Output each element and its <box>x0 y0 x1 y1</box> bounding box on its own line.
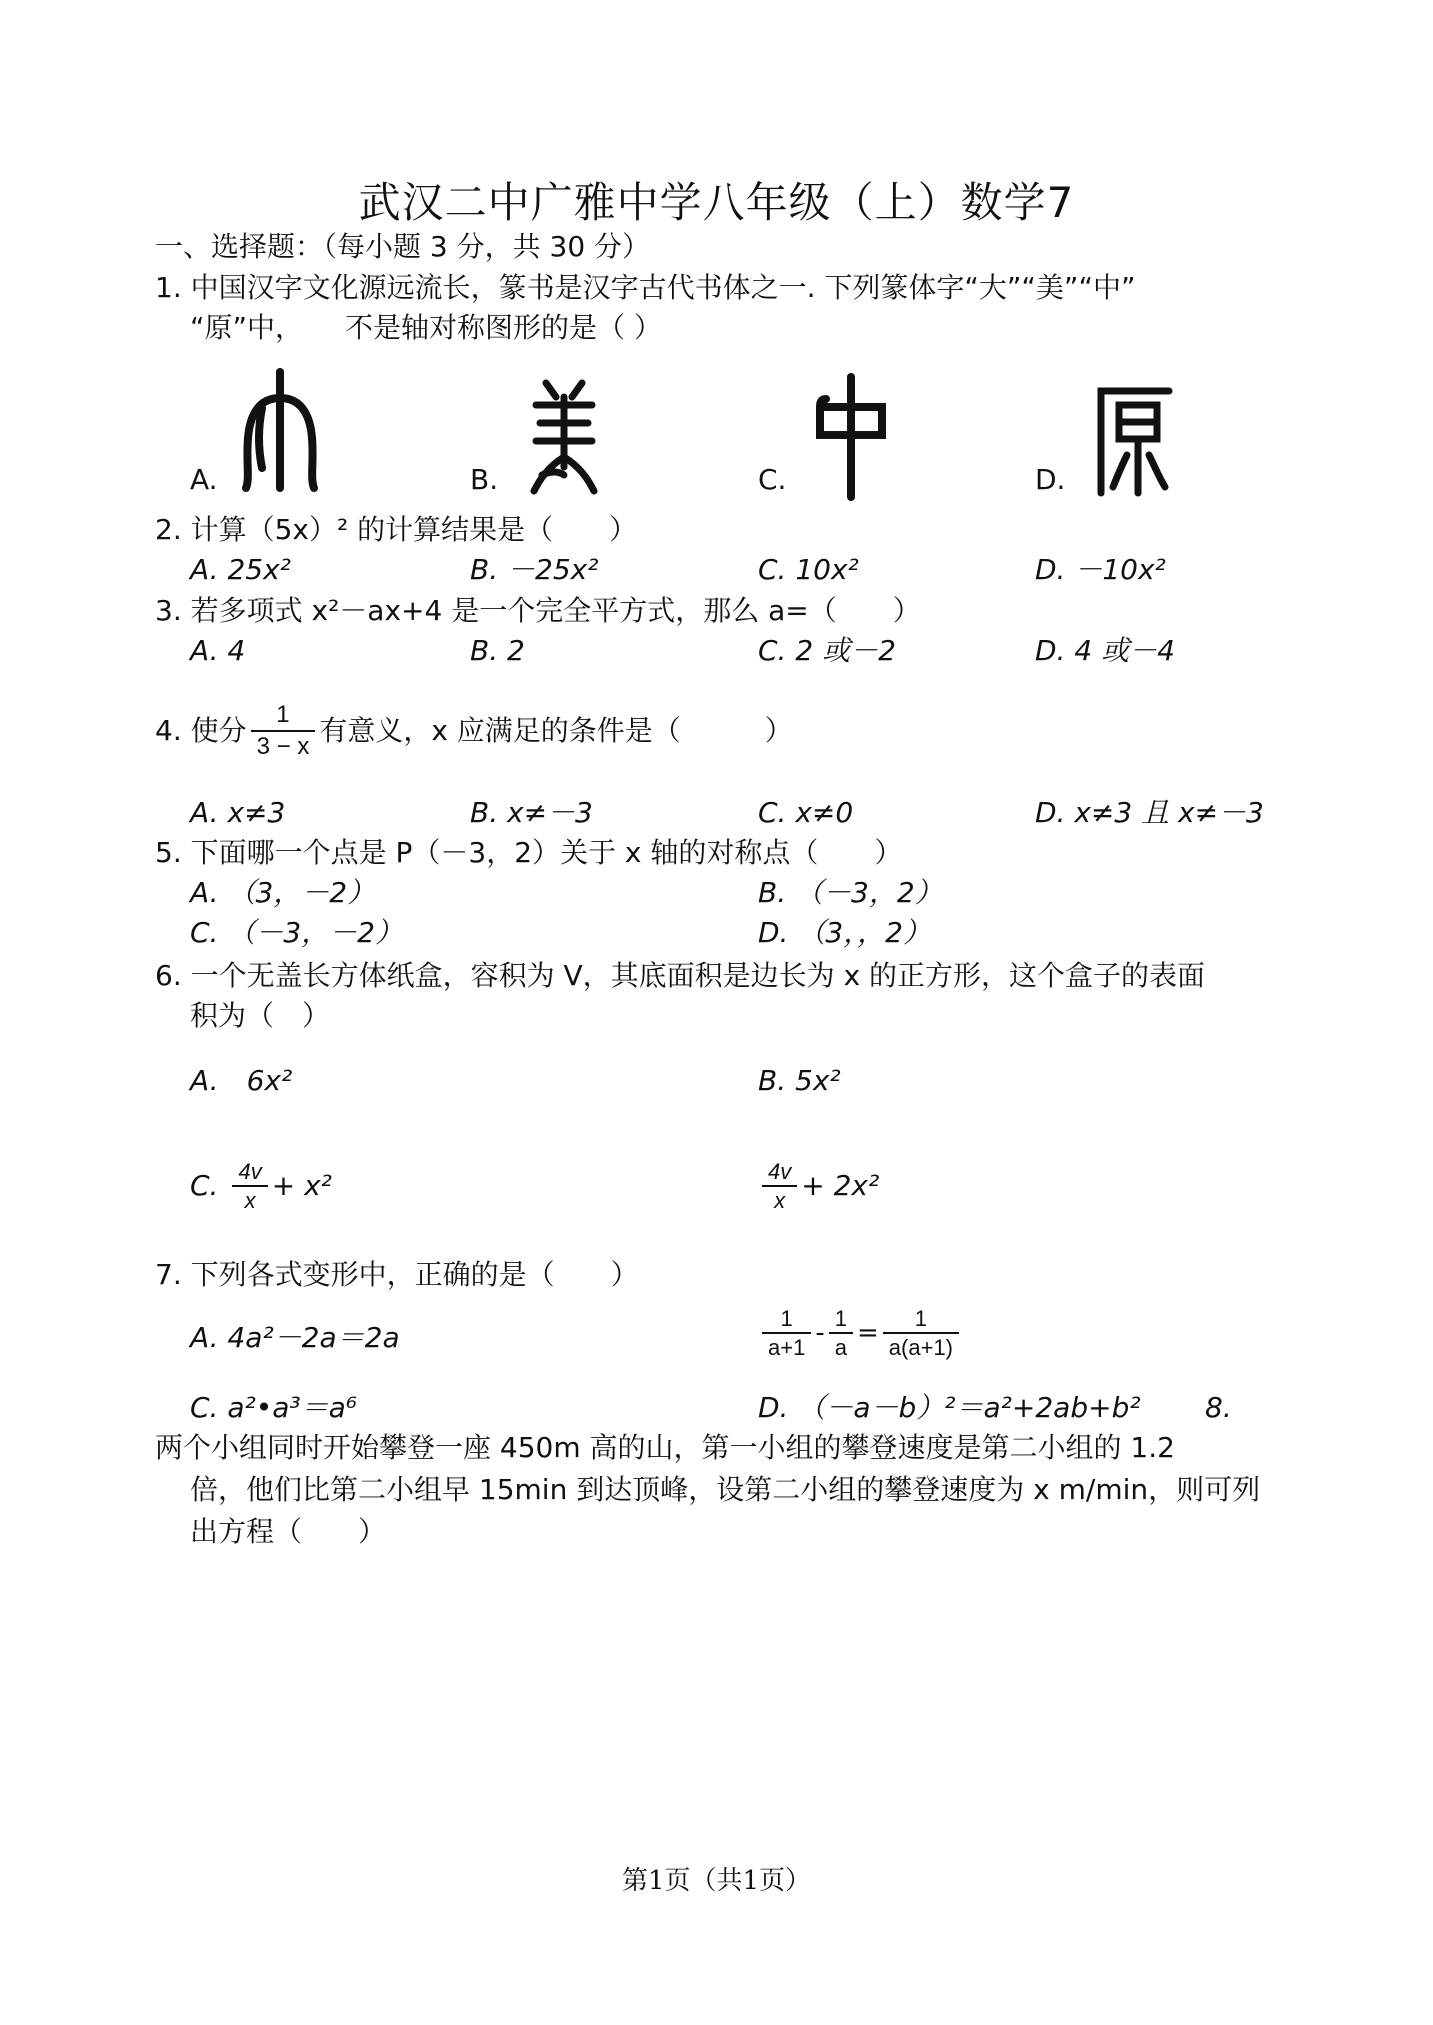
q8-stem-line3: 出方程（ ） <box>190 1515 387 1548</box>
q7-option-b-f3-numerator: 1 <box>914 1306 927 1331</box>
q7-option-b-f3-denominator: a(a+1) <box>888 1335 953 1360</box>
q7-option-b-f1-numerator: 1 <box>780 1306 793 1331</box>
q7-option-b-equals: = <box>856 1318 879 1348</box>
q5-option-a: A. （3，－2） <box>190 876 376 909</box>
q7-option-a: A. 4a²－2a＝2a <box>190 1321 400 1354</box>
q6-option-d <box>758 1158 879 1214</box>
q7-option-b-f1-denominator: a+1 <box>768 1335 806 1360</box>
q2-option-a: A. 25x² <box>190 553 291 586</box>
q4-option-b: B. x≠－3 <box>470 796 593 829</box>
q4-option-a: A. x≠3 <box>190 796 286 829</box>
q4-fraction <box>251 700 316 762</box>
q2-option-c: C. 10x² <box>758 553 859 586</box>
q6-stem-line1: 6. 一个无盖长方体纸盒，容积为 V，其底面积是边长为 x 的正方形，这个盒子的表面 <box>155 959 1206 992</box>
q7-option-b-f2-denominator: a <box>834 1335 847 1360</box>
q6-option-c-label: C. <box>190 1169 219 1202</box>
q7-option-d: D. （－a－b）²＝a²+2ab+b² <box>758 1391 1141 1424</box>
q7-option-b-fraction-3 <box>883 1305 959 1361</box>
q1-option-d-label: D. <box>1035 463 1066 496</box>
q8-stem-line1: 两个小组同时开始攀登一座 450m 高的山，第一小组的攀登速度是第二小组的 1.2 <box>155 1431 1175 1464</box>
q6-option-c-tail: + x² <box>271 1169 332 1202</box>
q2-stem: 2. 计算（5x）² 的计算结果是（ ） <box>155 513 638 546</box>
q1-stem-line2: “原”中， 不是轴对称图形的是（ ） <box>190 311 662 344</box>
q5-option-c: C. （－3，－2） <box>190 916 403 949</box>
q5-stem: 5. 下面哪一个点是 P（－3，2）关于 x 轴的对称点（ ） <box>155 836 903 869</box>
q5-option-d: D. （3，，2） <box>758 916 931 949</box>
q7-option-b <box>758 1305 963 1361</box>
q5-option-b: B. （－3，2） <box>758 876 943 909</box>
q6-option-c-fraction <box>232 1158 267 1214</box>
q6-option-c <box>190 1158 332 1214</box>
q2-option-b: B. －25x² <box>470 553 599 586</box>
q8-stem-line2: 倍，他们比第二小组早 15min 到达顶峰，设第二小组的攀登速度为 x m/min，则可列 <box>190 1473 1261 1506</box>
q4-suffix: 有意义，x 应满足的条件是（ ） <box>319 714 793 747</box>
seal-glyph-da-image <box>240 368 320 493</box>
q6-option-d-fraction <box>762 1158 797 1214</box>
section-heading: 一、选择题：（每小题 3 分，共 30 分） <box>155 230 651 263</box>
q1-option-a-label: A. <box>190 463 218 496</box>
page-title: 武汉二中广雅中学八年级（上）数学7 <box>358 178 1075 227</box>
q7-option-b-fraction-1 <box>762 1305 811 1361</box>
q3-option-c: C. 2 或－2 <box>758 634 896 667</box>
q4-fraction-numerator: 1 <box>276 701 290 728</box>
q3-stem: 3. 若多项式 x²－ax+4 是一个完全平方式，那么 a=（ ） <box>155 594 921 627</box>
seal-glyph-yuan-image <box>1095 383 1175 498</box>
q7-option-b-fraction-2 <box>829 1305 853 1361</box>
q4-stem <box>155 700 793 762</box>
q1-stem-line1: 1. 中国汉字文化源远流长，篆书是汉字古代书体之一. 下列篆体字“大”“美”“中” <box>155 271 1136 304</box>
q6-option-b: B. 5x² <box>758 1064 841 1097</box>
q4-option-c: C. x≠0 <box>758 796 854 829</box>
q3-option-a: A. 4 <box>190 634 246 667</box>
q7-option-b-f2-numerator: 1 <box>834 1306 847 1331</box>
q4-option-d: D. x≠3 且 x≠－3 <box>1035 796 1264 829</box>
q6-option-d-numerator: 4v <box>768 1159 792 1184</box>
q6-stem-line2: 积为（ ） <box>190 999 331 1032</box>
q1-option-b-label: B. <box>470 463 499 496</box>
q2-option-d: D. －10x² <box>1035 553 1166 586</box>
seal-glyph-mei-image <box>528 375 600 495</box>
page-footer: 第1页（共1页） <box>621 1866 812 1896</box>
q4-fraction-denominator: 3 − x <box>256 733 310 760</box>
q7-option-b-minus: - <box>815 1318 825 1348</box>
q7-stem: 7. 下列各式变形中，正确的是（ ） <box>155 1258 639 1291</box>
q6-option-d-denominator: x <box>774 1188 786 1213</box>
q8-number: 8. <box>1205 1391 1232 1424</box>
q6-option-d-tail: + 2x² <box>801 1169 880 1202</box>
q3-option-d: D. 4 或－4 <box>1035 634 1175 667</box>
q7-option-c: C. a²•a³＝a⁶ <box>190 1391 358 1424</box>
q6-option-c-denominator: x <box>244 1188 256 1213</box>
q3-option-b: B. 2 <box>470 634 525 667</box>
q6-option-a: A. 6x² <box>190 1064 293 1097</box>
q6-option-c-numerator: 4v <box>238 1159 262 1184</box>
seal-glyph-zhong-image <box>812 373 890 501</box>
q1-option-c-label: C. <box>758 463 787 496</box>
q4-prefix: 4. 使分 <box>155 714 247 747</box>
